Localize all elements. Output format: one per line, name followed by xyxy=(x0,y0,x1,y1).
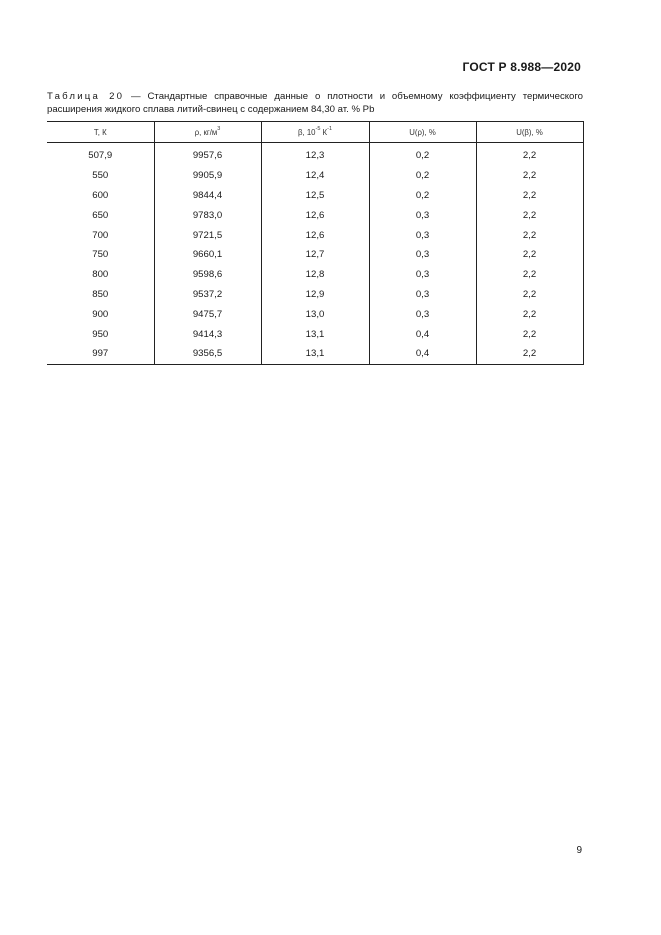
document-code: ГОСТ Р 8.988—2020 xyxy=(462,60,581,74)
cell-temperature: 700 xyxy=(47,225,154,245)
table-row xyxy=(47,143,583,166)
cell-density-uncertainty: 0,3 xyxy=(369,205,476,225)
cell-temperature: 600 xyxy=(47,186,154,206)
table-row xyxy=(47,225,583,245)
cell-density: 9598,6 xyxy=(154,265,261,285)
table-caption xyxy=(47,90,583,116)
cell-expansion-uncertainty: 2,2 xyxy=(476,166,583,186)
table-row xyxy=(47,166,583,186)
table-caption-text: — Стандартные справочные данные о плотности и объемному коэффициенту термического расширения жидкого сплава литий-свинец с содержанием 84,30 ат. % Pb xyxy=(47,91,584,115)
cell-expansion-coefficient: 13,1 xyxy=(261,324,369,344)
table-header-row xyxy=(47,122,583,143)
cell-expansion-uncertainty: 2,2 xyxy=(476,225,583,245)
cell-density: 9356,5 xyxy=(154,344,261,364)
data-table xyxy=(47,121,584,365)
cell-density: 9414,3 xyxy=(154,324,261,344)
cell-density-uncertainty: 0,4 xyxy=(369,344,476,364)
cell-density-uncertainty: 0,4 xyxy=(369,324,476,344)
cell-density-uncertainty: 0,2 xyxy=(369,143,476,166)
header-density-uncertainty: U(ρ), % xyxy=(369,122,476,143)
table-row xyxy=(47,285,583,305)
cell-density-uncertainty: 0,2 xyxy=(369,166,476,186)
cell-expansion-uncertainty: 2,2 xyxy=(476,265,583,285)
table-row xyxy=(47,245,583,265)
table-row xyxy=(47,324,583,344)
cell-density: 9721,5 xyxy=(154,225,261,245)
cell-expansion-coefficient: 12,5 xyxy=(261,186,369,206)
cell-expansion-coefficient: 12,6 xyxy=(261,205,369,225)
table-row xyxy=(47,205,583,225)
table-label: Таблица 20 xyxy=(47,91,125,102)
header-expansion-coefficient: β, $10^{-5}$ $К^{-1}$ xyxy=(261,122,369,143)
cell-density-uncertainty: 0,3 xyxy=(369,285,476,305)
cell-expansion-coefficient: 12,3 xyxy=(261,143,369,166)
cell-density-uncertainty: 0,3 xyxy=(369,304,476,324)
cell-temperature: 750 xyxy=(47,245,154,265)
cell-expansion-coefficient: 12,6 xyxy=(261,225,369,245)
cell-expansion-uncertainty: 2,2 xyxy=(476,245,583,265)
cell-density: 9783,0 xyxy=(154,205,261,225)
header-expansion-uncertainty: U(β), % xyxy=(476,122,583,143)
cell-temperature: 950 xyxy=(47,324,154,344)
cell-density: 9660,1 xyxy=(154,245,261,265)
cell-density: 9905,9 xyxy=(154,166,261,186)
table-body xyxy=(47,143,583,365)
cell-density: 9537,2 xyxy=(154,285,261,305)
page-number: 9 xyxy=(576,845,582,856)
cell-density: 9957,6 xyxy=(154,143,261,166)
cell-expansion-coefficient: 12,4 xyxy=(261,166,369,186)
cell-temperature: 850 xyxy=(47,285,154,305)
cell-density-uncertainty: 0,3 xyxy=(369,225,476,245)
cell-expansion-coefficient: 12,9 xyxy=(261,285,369,305)
header-temperature: T, К xyxy=(47,122,154,143)
cell-expansion-coefficient: 13,0 xyxy=(261,304,369,324)
table-row xyxy=(47,344,583,364)
table-row xyxy=(47,265,583,285)
cell-expansion-uncertainty: 2,2 xyxy=(476,143,583,166)
cell-temperature: 900 xyxy=(47,304,154,324)
cell-temperature: 800 xyxy=(47,265,154,285)
cell-density-uncertainty: 0,3 xyxy=(369,245,476,265)
cell-expansion-coefficient: 12,7 xyxy=(261,245,369,265)
cell-temperature: 650 xyxy=(47,205,154,225)
cell-expansion-coefficient: 12,8 xyxy=(261,265,369,285)
cell-temperature: 997 xyxy=(47,344,154,364)
cell-expansion-uncertainty: 2,2 xyxy=(476,186,583,206)
cell-expansion-uncertainty: 2,2 xyxy=(476,205,583,225)
cell-temperature: 550 xyxy=(47,166,154,186)
cell-expansion-uncertainty: 2,2 xyxy=(476,304,583,324)
cell-density-uncertainty: 0,2 xyxy=(369,186,476,206)
cell-density: 9475,7 xyxy=(154,304,261,324)
table-row xyxy=(47,186,583,206)
cell-expansion-uncertainty: 2,2 xyxy=(476,344,583,364)
cell-expansion-coefficient: 13,1 xyxy=(261,344,369,364)
cell-expansion-uncertainty: 2,2 xyxy=(476,324,583,344)
table-row xyxy=(47,304,583,324)
header-density: ρ, $кг/м^3$ xyxy=(154,122,261,143)
cell-density-uncertainty: 0,3 xyxy=(369,265,476,285)
cell-expansion-uncertainty: 2,2 xyxy=(476,285,583,305)
cell-temperature: 507,9 xyxy=(47,143,154,166)
cell-density: 9844,4 xyxy=(154,186,261,206)
